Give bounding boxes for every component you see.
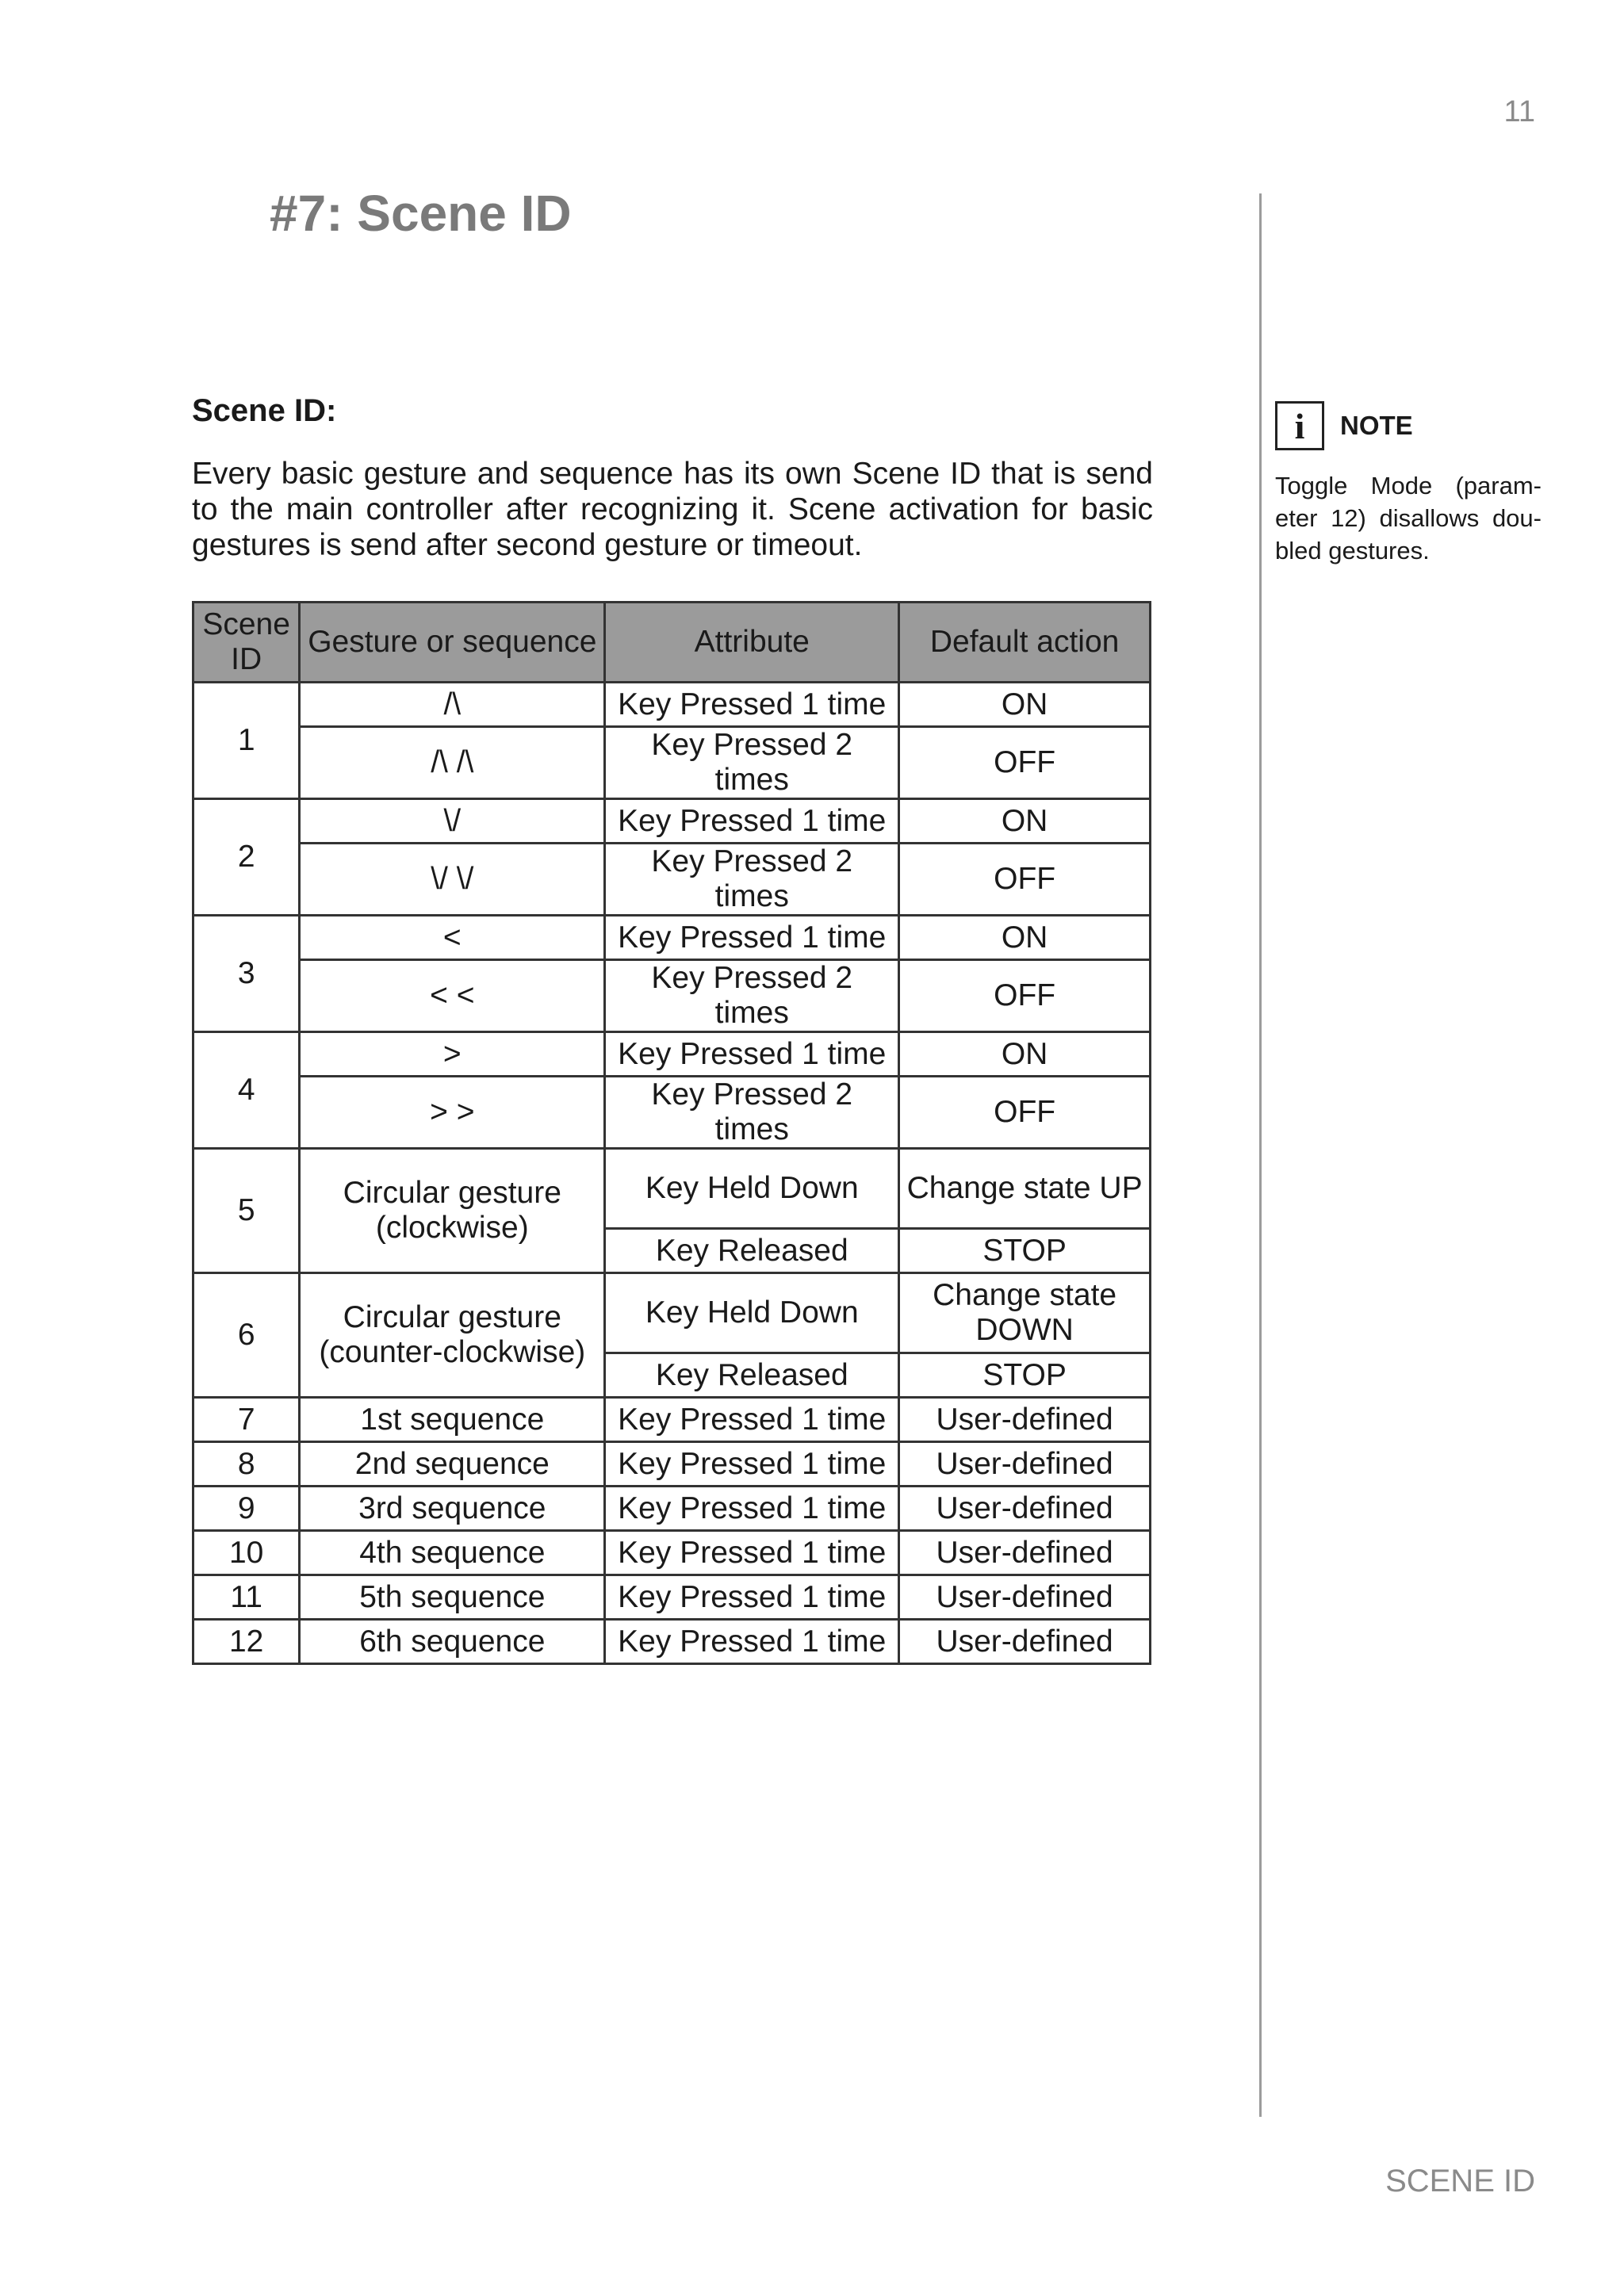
scene-id-cell: 1 xyxy=(193,683,300,799)
action-cell: STOP xyxy=(899,1353,1151,1398)
attribute-cell: Key Pressed 2 times xyxy=(605,960,899,1032)
info-icon: i xyxy=(1275,401,1324,450)
table-row xyxy=(193,1398,1151,1442)
table-row xyxy=(193,1273,1151,1353)
action-cell: User-defined xyxy=(899,1398,1151,1442)
main-content xyxy=(192,393,1153,1665)
note-header xyxy=(1275,401,1542,450)
action-cell: ON xyxy=(899,1032,1151,1077)
table-row xyxy=(193,799,1151,844)
gesture-cell: < < xyxy=(300,960,605,1032)
scene-id-cell: 6 xyxy=(193,1273,300,1398)
table-row xyxy=(193,960,1151,1032)
header-gesture: Gesture or sequence xyxy=(300,603,605,683)
header-attribute: Attribute xyxy=(605,603,899,683)
note-box xyxy=(1275,401,1542,567)
scene-id-cell: 9 xyxy=(193,1487,300,1531)
attribute-cell: Key Pressed 2 times xyxy=(605,844,899,916)
action-cell: OFF xyxy=(899,1077,1151,1149)
table-row xyxy=(193,1531,1151,1575)
section-heading: Scene ID: xyxy=(192,393,337,428)
scene-id-cell: 3 xyxy=(193,916,300,1032)
action-cell: Change state UP xyxy=(899,1149,1151,1229)
action-cell: ON xyxy=(899,916,1151,960)
scene-id-cell: 5 xyxy=(193,1149,300,1273)
header-default-action: Default action xyxy=(899,603,1151,683)
action-cell: User-defined xyxy=(899,1487,1151,1531)
table-row xyxy=(193,683,1151,727)
section-paragraph: Every basic gesture and sequence has its own Scene ID that is send to the main controller after recognizing it. Scene activation for basic gestures is send after second gesture or timeout. xyxy=(192,457,1153,562)
gesture-cell: 3rd sequence xyxy=(300,1487,605,1531)
table-row xyxy=(193,844,1151,916)
action-cell: ON xyxy=(899,799,1151,844)
note-text: Toggle Mode (parameter 12) disallows doubled gestures. xyxy=(1275,472,1542,564)
gesture-cell: 4th sequence xyxy=(300,1531,605,1575)
attribute-cell: Key Released xyxy=(605,1353,899,1398)
attribute-cell: Key Held Down xyxy=(605,1149,899,1229)
attribute-cell: Key Pressed 1 time xyxy=(605,1620,899,1664)
gesture-cell: \/ \/ xyxy=(300,844,605,916)
table-row xyxy=(193,727,1151,799)
scene-id-cell: 12 xyxy=(193,1620,300,1664)
table-row xyxy=(193,916,1151,960)
action-cell: User-defined xyxy=(899,1531,1151,1575)
scene-id-cell: 4 xyxy=(193,1032,300,1149)
scene-id-cell: 2 xyxy=(193,799,300,916)
action-cell: OFF xyxy=(899,960,1151,1032)
gesture-cell: Circular gesture (clockwise) xyxy=(300,1149,605,1273)
action-cell: OFF xyxy=(899,844,1151,916)
gesture-cell: \/ xyxy=(300,799,605,844)
table-header-row xyxy=(193,603,1151,683)
column-divider xyxy=(1259,193,1262,2117)
gesture-cell: /\ xyxy=(300,683,605,727)
attribute-cell: Key Pressed 1 time xyxy=(605,1398,899,1442)
action-cell: User-defined xyxy=(899,1620,1151,1664)
attribute-cell: Key Pressed 2 times xyxy=(605,727,899,799)
gesture-cell: 1st sequence xyxy=(300,1398,605,1442)
gesture-cell: Circular gesture (counter-clockwise) xyxy=(300,1273,605,1398)
scene-id-cell: 8 xyxy=(193,1442,300,1487)
attribute-cell: Key Pressed 1 time xyxy=(605,1032,899,1077)
table-row xyxy=(193,1442,1151,1487)
gesture-cell: > xyxy=(300,1032,605,1077)
attribute-cell: Key Pressed 1 time xyxy=(605,916,899,960)
action-cell: STOP xyxy=(899,1229,1151,1273)
attribute-cell: Key Held Down xyxy=(605,1273,899,1353)
page-footer: SCENE ID xyxy=(1385,2164,1535,2198)
attribute-cell: Key Pressed 1 time xyxy=(605,1575,899,1620)
page-title: #7: Scene ID xyxy=(270,185,572,242)
attribute-cell: Key Released xyxy=(605,1229,899,1273)
scene-id-cell: 11 xyxy=(193,1575,300,1620)
gesture-cell: > > xyxy=(300,1077,605,1149)
header-scene-id: Scene ID xyxy=(193,603,300,683)
table-row xyxy=(193,1077,1151,1149)
action-cell: ON xyxy=(899,683,1151,727)
table-row xyxy=(193,1575,1151,1620)
table-row xyxy=(193,1620,1151,1664)
attribute-cell: Key Pressed 1 time xyxy=(605,1442,899,1487)
note-title: NOTE xyxy=(1340,411,1413,440)
action-cell: OFF xyxy=(899,727,1151,799)
attribute-cell: Key Pressed 1 time xyxy=(605,799,899,844)
page-number: 11 xyxy=(1503,95,1535,128)
gesture-cell: 5th sequence xyxy=(300,1575,605,1620)
attribute-cell: Key Pressed 1 time xyxy=(605,1531,899,1575)
gesture-cell: 6th sequence xyxy=(300,1620,605,1664)
gesture-cell: 2nd sequence xyxy=(300,1442,605,1487)
action-cell: User-defined xyxy=(899,1442,1151,1487)
scene-table xyxy=(192,601,1151,1665)
table-row xyxy=(193,1487,1151,1531)
gesture-cell: /\ /\ xyxy=(300,727,605,799)
attribute-cell: Key Pressed 1 time xyxy=(605,683,899,727)
scene-id-cell: 10 xyxy=(193,1531,300,1575)
action-cell: Change state DOWN xyxy=(899,1273,1151,1353)
table-row xyxy=(193,1032,1151,1077)
gesture-cell: < xyxy=(300,916,605,960)
table-row xyxy=(193,1149,1151,1229)
action-cell: User-defined xyxy=(899,1575,1151,1620)
attribute-cell: Key Pressed 2 times xyxy=(605,1077,899,1149)
scene-id-cell: 7 xyxy=(193,1398,300,1442)
attribute-cell: Key Pressed 1 time xyxy=(605,1487,899,1531)
